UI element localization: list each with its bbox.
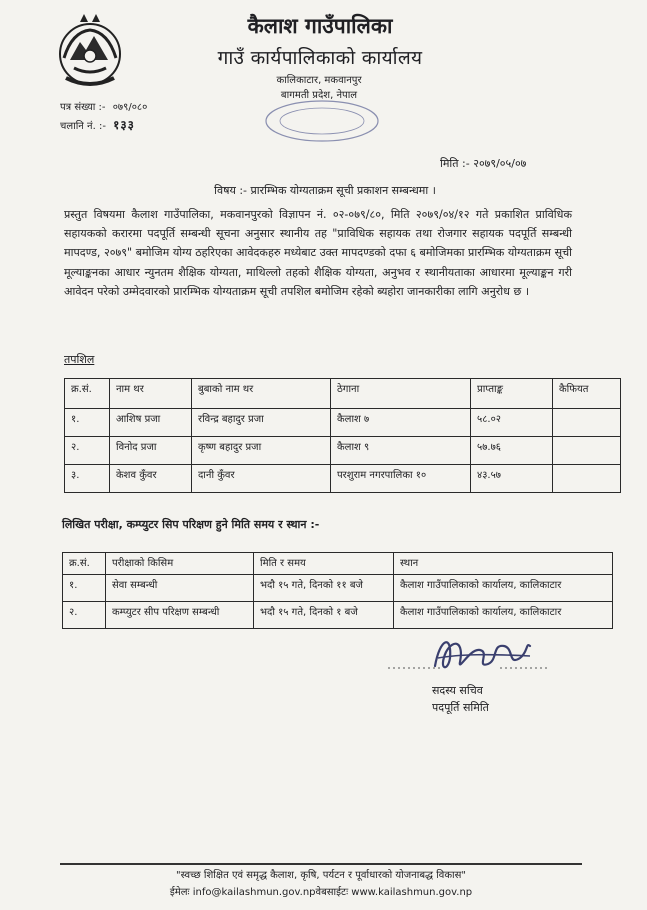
table-row bbox=[65, 437, 621, 465]
table-row bbox=[63, 575, 613, 602]
table-cell: कृष्ण बहादुर प्रजा bbox=[192, 437, 331, 465]
nepal-emblem-icon bbox=[50, 12, 130, 92]
table-cell: २. bbox=[63, 602, 106, 629]
header-cell: मिति र समय bbox=[254, 553, 394, 575]
signatory-title: सदस्य सचिव bbox=[432, 684, 483, 697]
footer-slogan: "स्वच्छ शिक्षित एवं समृद्ध कैलाश, कृषि, पर्यटन र पूर्वाधारको योजनाबद्ध विकास" bbox=[176, 870, 466, 881]
header-cell: स्थान bbox=[394, 553, 613, 575]
footer-divider bbox=[60, 863, 582, 865]
header-cell: नाम थर bbox=[110, 379, 192, 409]
table-cell: १. bbox=[65, 409, 110, 437]
table-cell: कम्प्युटर सीप परिक्षण सम्बन्धी bbox=[106, 602, 254, 629]
table-cell: कैलाश गाउँपालिकाको कार्यालय, कालिकाटार bbox=[394, 602, 613, 629]
letter-date bbox=[440, 156, 526, 171]
details-label: तपशिल bbox=[64, 353, 95, 366]
signatory-committee: पदपूर्ति समिति bbox=[432, 701, 489, 714]
table-cell: ४३.५७ bbox=[471, 465, 553, 493]
body-paragraph: प्रस्तुत विषयमा कैलाश गाउँपालिका, मकवानपुरको विज्ञापन नं. ०२-०७९/८०, मिति २०७९/०४/१२ गते प्रकाशित प्राविधिक सहायकको करारमा पदपूर्ति सम्बन्धी सूचना अनुसार स्थानीय तह "प्राविधिक सहायक तथा रोजगार सहायक पदपूर्ति सम्बन्धी मापदण्ड, २०७९" बमोजिम योग्य ठहरिएका आवेदकहरु मध्येबाट उक्त मापदण्डको दफा ६ बमोजिमका प्रारम्भिक योग्यताक्रम सूची मूल्याङ्कनका आधार न्युनतम शैक्षिक योग्यता, माथिल्लो तहको शैक्षिक योग्यता, अनुभव र स्थानीयताका आधारमा मूल्याङ्कन गरी आवेदन परेको उम्मेदवारको प्रारम्भिक योग्यताक्रम सूची तपशिल बमोजिम रहेको ब्यहोरा जानकारीका लागि अनुरोध छ । bbox=[64, 208, 572, 298]
header-cell: क्र.सं. bbox=[65, 379, 110, 409]
table-cell bbox=[553, 465, 621, 493]
subject-line: विषय :- प्रारम्भिक योग्यताक्रम सूची प्रकाशन सम्बन्धमा । bbox=[214, 184, 436, 197]
date-value: २०७९/०५/०७ bbox=[473, 157, 527, 170]
dispatch-label: चलानि नं. :- bbox=[60, 121, 106, 132]
table-cell: रविन्द्र बहादुर प्रजा bbox=[192, 409, 331, 437]
table-cell: २. bbox=[65, 437, 110, 465]
table-header-row bbox=[63, 553, 613, 575]
table-row bbox=[65, 465, 621, 493]
reference-number bbox=[60, 99, 147, 113]
table-cell: केशव कुँवर bbox=[110, 465, 192, 493]
table-cell: आशिष प्रजा bbox=[110, 409, 192, 437]
address-line-2: बागमती प्रदेश, नेपाल bbox=[280, 90, 358, 101]
org-name: कैलाश गाउँपालिका bbox=[247, 14, 393, 38]
table-cell: ३. bbox=[65, 465, 110, 493]
table-cell bbox=[553, 409, 621, 437]
dispatch-value: १३३ bbox=[113, 118, 135, 132]
table-cell: परशुराम नगरपालिका १० bbox=[331, 465, 471, 493]
table-row bbox=[65, 409, 621, 437]
header-cell: कैफियत bbox=[553, 379, 621, 409]
table-cell: दानी कुँवर bbox=[192, 465, 331, 493]
office-name: गाउँ कार्यपालिकाको कार्यालय bbox=[217, 47, 423, 69]
table-row bbox=[63, 602, 613, 629]
table-cell: ५७.७६ bbox=[471, 437, 553, 465]
address-line-1: कालिकाटार, मकवानपुर bbox=[276, 75, 362, 86]
header-cell: बुबाको नाम थर bbox=[192, 379, 331, 409]
reference-label: पत्र संख्या :- bbox=[60, 102, 106, 113]
table-cell: भदौ १५ गते, दिनको १ बजे bbox=[254, 602, 394, 629]
dispatch-number bbox=[60, 116, 135, 133]
table-cell: विनोद प्रजा bbox=[110, 437, 192, 465]
footer-contact: ईमेलः info@kailashmun.gov.npवेबसाईटः www.kailashmun.gov.np bbox=[169, 887, 473, 898]
exam-schedule-table bbox=[62, 552, 613, 629]
merit-list-table bbox=[64, 378, 621, 493]
table-header-row bbox=[65, 379, 621, 409]
table-cell: कैलाश ९ bbox=[331, 437, 471, 465]
header-cell: परीक्षाको किसिम bbox=[106, 553, 254, 575]
table-cell: सेवा सम्बन्धी bbox=[106, 575, 254, 602]
table-cell bbox=[553, 437, 621, 465]
table-cell: ५८.०२ bbox=[471, 409, 553, 437]
header-cell: क्र.सं. bbox=[63, 553, 106, 575]
exam-section-title: लिखित परीक्षा, कम्प्युटर सिप परिक्षण हुने मिति समय र स्थान :- bbox=[62, 518, 320, 531]
table-cell: कैलाश गाउँपालिकाको कार्यालय, कालिकाटार bbox=[394, 575, 613, 602]
table-cell: कैलाश ७ bbox=[331, 409, 471, 437]
header-cell: ठेगाना bbox=[331, 379, 471, 409]
table-cell: भदौ १५ गते, दिनको ११ बजे bbox=[254, 575, 394, 602]
header-cell: प्राप्ताङ्क bbox=[471, 379, 553, 409]
table-cell: १. bbox=[63, 575, 106, 602]
reference-value: ०७९/०८० bbox=[112, 102, 148, 113]
office-stamp-icon bbox=[262, 98, 382, 144]
date-label: मिति :- bbox=[440, 157, 470, 170]
